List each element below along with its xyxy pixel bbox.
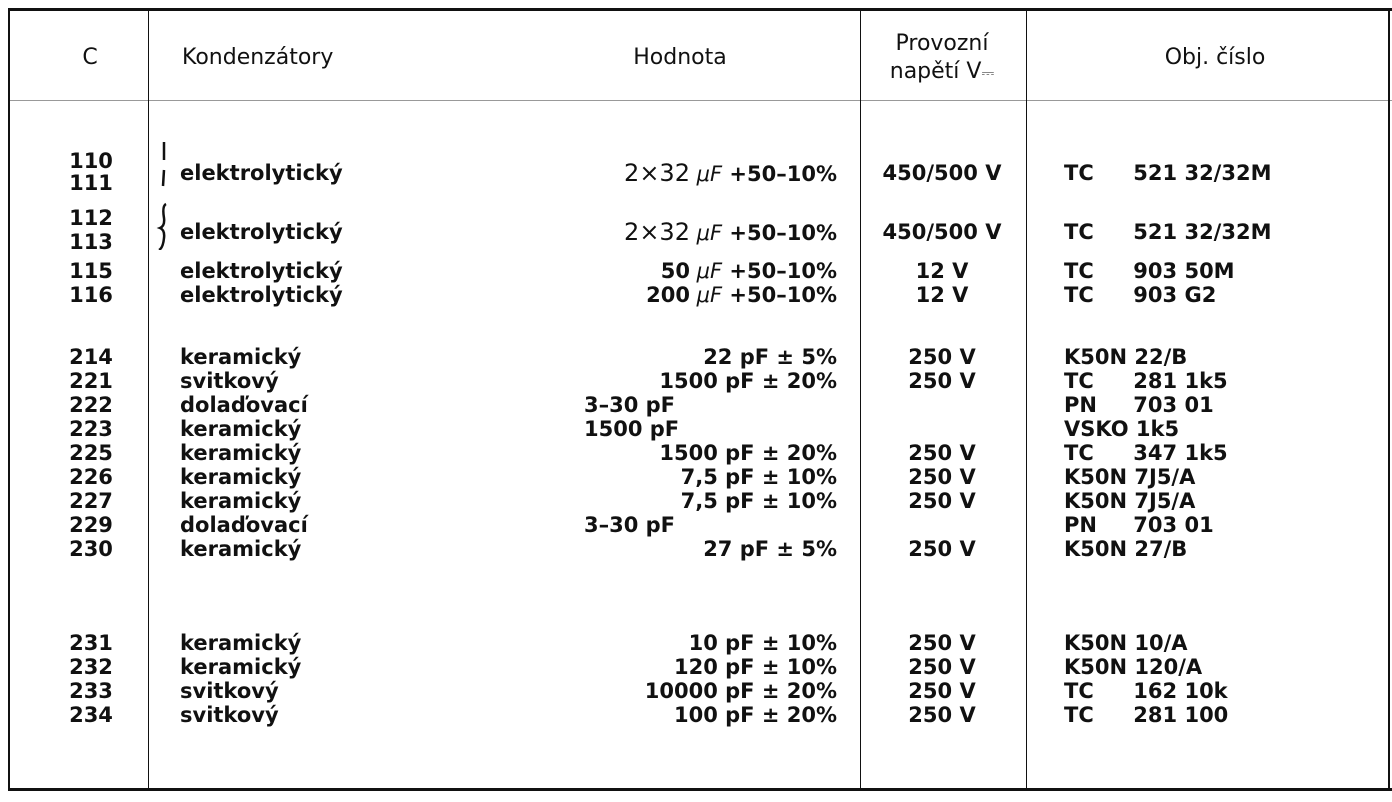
row-value <box>681 466 837 489</box>
row-type: elektrolytický <box>180 161 343 185</box>
value-tolerance: +50–10% <box>722 259 837 283</box>
row-voltage: 250 V <box>908 441 976 465</box>
value-tolerance: ± 20% <box>754 441 837 465</box>
row-type: elektrolytický <box>180 283 343 307</box>
row-c: 234 <box>69 703 113 727</box>
row-obj <box>1064 260 1235 283</box>
header-voltage-text: napětí V <box>889 59 982 84</box>
row-voltage: 250 V <box>908 489 976 513</box>
row-c: 214 <box>69 345 113 369</box>
row-c: 227 <box>69 489 113 513</box>
row-c: 110 <box>69 149 113 173</box>
col-divider-3 <box>1026 8 1027 788</box>
value-number: 1500 <box>584 417 643 441</box>
value-tolerance: ± 20% <box>754 369 837 393</box>
row-value <box>584 394 675 417</box>
value-unit: pF <box>717 679 755 703</box>
obj-prefix: K50N <box>1064 489 1128 513</box>
row-value <box>674 656 837 679</box>
value-unit: pF <box>717 703 755 727</box>
obj-code: 903 G2 <box>1126 283 1217 307</box>
left-border <box>8 8 10 790</box>
value-unit: pF <box>717 441 755 465</box>
obj-prefix: VSKO <box>1064 417 1129 441</box>
row-obj <box>1064 221 1271 244</box>
value-number: 27 <box>703 537 733 561</box>
row-value <box>661 260 837 283</box>
col-divider-1 <box>148 8 149 788</box>
obj-prefix: TC <box>1064 220 1094 244</box>
obj-code: 162 10k <box>1126 679 1228 703</box>
row-value <box>703 538 837 561</box>
row-value <box>659 442 837 465</box>
value-unit: pF <box>638 513 676 537</box>
value-unit: μF <box>689 259 723 283</box>
row-c: 233 <box>69 679 113 703</box>
value-unit: pF <box>732 345 770 369</box>
value-number: 7,5 <box>680 489 718 513</box>
value-unit: pF <box>642 417 680 441</box>
obj-code: 22/B <box>1127 345 1188 369</box>
header-voltage-line2 <box>868 58 1016 87</box>
brace-icon <box>154 140 174 250</box>
row-type: dolaďovací <box>180 393 308 417</box>
row-voltage: 250 V <box>908 537 976 561</box>
value-unit: pF <box>638 393 676 417</box>
row-value <box>681 490 837 513</box>
row-voltage: 250 V <box>908 465 976 489</box>
right-border <box>1388 8 1390 790</box>
value-tolerance: ± 10% <box>754 465 837 489</box>
row-voltage: 250 V <box>908 703 976 727</box>
row-c: 222 <box>69 393 113 417</box>
row-value <box>646 284 837 307</box>
value-tolerance: ± 10% <box>754 655 837 679</box>
obj-code: 27/B <box>1127 537 1188 561</box>
row-value <box>645 680 837 703</box>
row-type: keramický <box>180 441 302 465</box>
obj-prefix: TC <box>1064 161 1094 185</box>
value-tolerance: +50–10% <box>722 221 837 245</box>
obj-code: 281 100 <box>1126 703 1229 727</box>
value-number: 50 <box>660 259 690 283</box>
value-tolerance: +50–10% <box>722 162 837 186</box>
value-number: 7,5 <box>680 465 718 489</box>
row-type: keramický <box>180 537 302 561</box>
value-number: 2×32 <box>624 218 690 246</box>
row-value <box>584 418 679 441</box>
value-number: 1500 <box>659 369 718 393</box>
value-tolerance: ± 10% <box>754 631 837 655</box>
value-unit: μF <box>689 221 723 245</box>
value-number: 120 <box>673 655 718 679</box>
obj-prefix: K50N <box>1064 631 1128 655</box>
row-voltage: 12 V <box>915 259 969 283</box>
value-unit: pF <box>717 631 755 655</box>
value-unit: pF <box>717 369 755 393</box>
obj-prefix: TC <box>1064 369 1094 393</box>
col-divider-2 <box>860 8 861 788</box>
row-obj <box>1064 284 1216 307</box>
value-number: 1500 <box>659 441 718 465</box>
row-value <box>659 370 837 393</box>
row-c: 111 <box>69 171 113 195</box>
obj-prefix: K50N <box>1064 345 1128 369</box>
obj-prefix: TC <box>1064 441 1094 465</box>
obj-prefix: TC <box>1064 259 1094 283</box>
row-obj <box>1064 394 1214 417</box>
value-number: 100 <box>673 703 718 727</box>
obj-code: 1k5 <box>1128 417 1180 441</box>
value-number: 10 <box>688 631 718 655</box>
value-unit: pF <box>717 465 755 489</box>
obj-code: 7J5/A <box>1127 465 1196 489</box>
row-c: 116 <box>69 283 113 307</box>
value-number: 3–30 <box>584 393 639 417</box>
row-type: keramický <box>180 417 302 441</box>
header-c: C <box>82 45 98 70</box>
value-tolerance: ± 5% <box>769 345 837 369</box>
header-bottom-rule <box>8 100 1392 101</box>
row-voltage: 450/500 V <box>882 161 1002 185</box>
header-voltage-symbol: ⎓ <box>981 63 995 82</box>
header-value: Hodnota <box>633 45 727 70</box>
row-value <box>584 514 675 537</box>
row-obj <box>1064 490 1195 513</box>
row-voltage: 250 V <box>908 655 976 679</box>
row-value <box>674 704 837 727</box>
value-number: 200 <box>646 283 690 307</box>
row-c: 113 <box>69 230 113 254</box>
row-obj <box>1064 656 1202 679</box>
row-type: elektrolytický <box>180 220 343 244</box>
value-number: 2×32 <box>624 159 690 187</box>
row-type: keramický <box>180 631 302 655</box>
row-obj <box>1064 370 1228 393</box>
header-type: Kondenzátory <box>182 45 334 70</box>
value-number: 22 <box>703 345 733 369</box>
row-obj <box>1064 680 1228 703</box>
row-type: keramický <box>180 489 302 513</box>
obj-prefix: PN <box>1064 513 1097 537</box>
row-c: 231 <box>69 631 113 655</box>
row-obj <box>1064 418 1179 441</box>
row-obj <box>1064 346 1187 369</box>
value-number: 10000 <box>644 679 718 703</box>
obj-prefix: K50N <box>1064 537 1128 561</box>
value-tolerance: ± 5% <box>769 537 837 561</box>
row-obj <box>1064 514 1214 537</box>
value-unit: pF <box>732 537 770 561</box>
obj-code: 10/A <box>1127 631 1188 655</box>
row-type: svitkový <box>180 679 279 703</box>
row-type: keramický <box>180 465 302 489</box>
value-tolerance: +50–10% <box>722 283 837 307</box>
row-value <box>624 218 837 246</box>
obj-prefix: K50N <box>1064 465 1128 489</box>
obj-code: 521 32/32M <box>1126 161 1272 185</box>
value-unit: pF <box>717 489 755 513</box>
row-voltage: 250 V <box>908 631 976 655</box>
row-c: 112 <box>69 206 113 230</box>
row-voltage: 250 V <box>908 345 976 369</box>
obj-prefix: TC <box>1064 679 1094 703</box>
row-type: dolaďovací <box>180 513 308 537</box>
row-voltage: 12 V <box>915 283 969 307</box>
row-type: svitkový <box>180 703 279 727</box>
obj-code: 703 01 <box>1126 393 1214 417</box>
obj-prefix: TC <box>1064 283 1094 307</box>
row-obj <box>1064 704 1228 727</box>
obj-code: 120/A <box>1127 655 1203 679</box>
row-type: svitkový <box>180 369 279 393</box>
row-c: 230 <box>69 537 113 561</box>
header-voltage-line1: Provozní <box>895 31 989 56</box>
row-c: 221 <box>69 369 113 393</box>
row-obj <box>1064 162 1271 185</box>
row-obj <box>1064 466 1195 489</box>
row-obj <box>1064 442 1228 465</box>
obj-code: 7J5/A <box>1127 489 1196 513</box>
row-c: 115 <box>69 259 113 283</box>
obj-prefix: K50N <box>1064 655 1128 679</box>
row-type: keramický <box>180 655 302 679</box>
row-voltage: 450/500 V <box>882 220 1002 244</box>
value-unit: μF <box>689 162 723 186</box>
value-tolerance: ± 20% <box>754 679 837 703</box>
row-value <box>624 159 837 187</box>
header-obj: Obj. číslo <box>1164 45 1266 70</box>
obj-prefix: TC <box>1064 703 1094 727</box>
row-type: elektrolytický <box>180 259 343 283</box>
row-type: keramický <box>180 345 302 369</box>
row-c: 229 <box>69 513 113 537</box>
row-c: 225 <box>69 441 113 465</box>
top-border <box>8 8 1392 11</box>
obj-code: 347 1k5 <box>1126 441 1228 465</box>
value-unit: μF <box>689 283 723 307</box>
row-voltage: 250 V <box>908 679 976 703</box>
value-unit: pF <box>717 655 755 679</box>
value-number: 3–30 <box>584 513 639 537</box>
bottom-border <box>8 788 1392 791</box>
obj-code: 281 1k5 <box>1126 369 1228 393</box>
row-value <box>689 632 837 655</box>
obj-code: 903 50M <box>1126 259 1235 283</box>
row-obj <box>1064 538 1187 561</box>
obj-code: 521 32/32M <box>1126 220 1272 244</box>
obj-prefix: PN <box>1064 393 1097 417</box>
row-obj <box>1064 632 1188 655</box>
value-tolerance: ± 10% <box>754 489 837 513</box>
obj-code: 703 01 <box>1126 513 1214 537</box>
row-voltage: 250 V <box>908 369 976 393</box>
row-c: 226 <box>69 465 113 489</box>
row-c: 223 <box>69 417 113 441</box>
row-c: 232 <box>69 655 113 679</box>
value-tolerance: ± 20% <box>754 703 837 727</box>
row-value <box>703 346 837 369</box>
